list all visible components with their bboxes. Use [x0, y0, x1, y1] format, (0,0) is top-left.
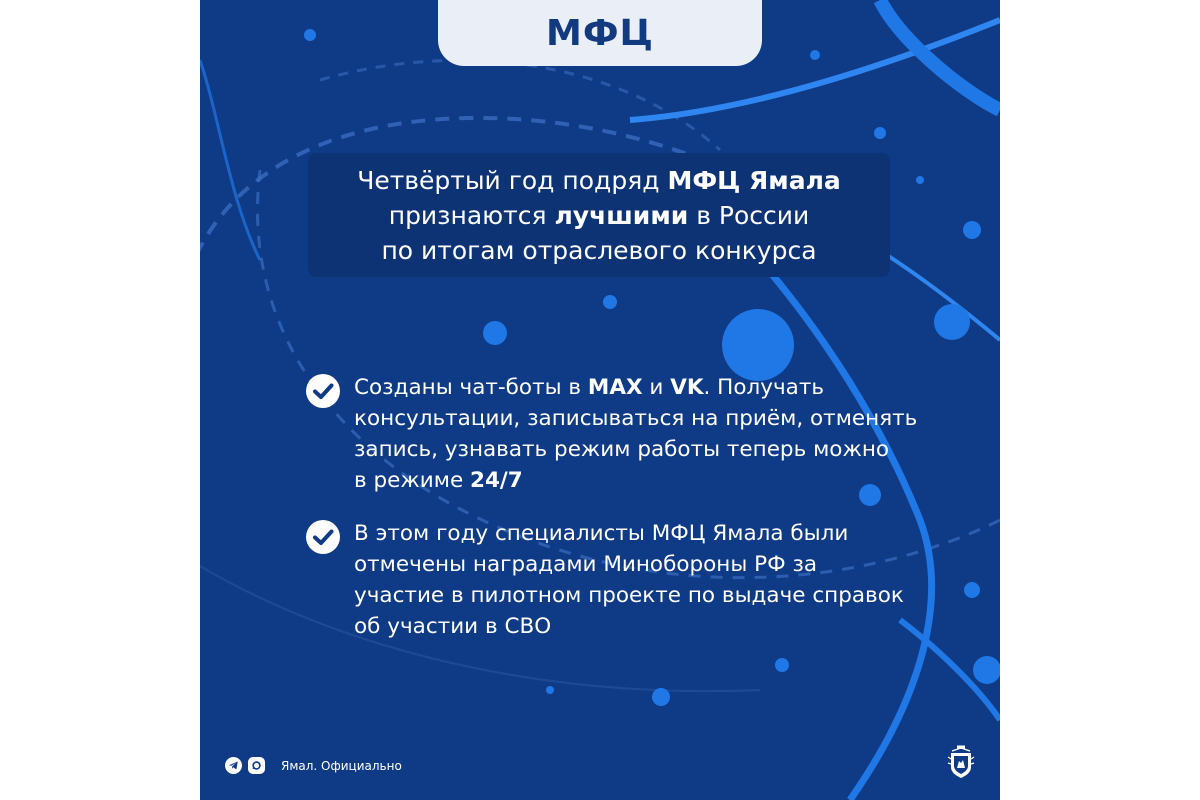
item-line: запись, узнавать режим работы теперь можно — [354, 437, 890, 462]
item-line: отмечены наградами Минобороны РФ за — [354, 552, 818, 577]
item-text: в режиме — [354, 468, 471, 493]
item-line: консультации, записываться на приём, отменять — [354, 406, 918, 431]
headline-text: признаются — [388, 201, 555, 230]
item-line: участие в пилотном проекте по выдаче справок — [354, 583, 904, 608]
check-circle-icon — [306, 520, 340, 554]
post-card — [200, 0, 1000, 800]
item-text: и — [642, 375, 671, 400]
check-circle-icon — [306, 374, 340, 408]
item-text: Созданы чат-боты в — [354, 375, 588, 400]
max-messenger-icon[interactable] — [248, 757, 265, 774]
headline-text: Четвёртый год подряд — [357, 166, 668, 195]
headline-line-1 — [320, 163, 878, 198]
item-text: . Получать — [703, 375, 825, 400]
item-bold: MAX — [587, 375, 643, 400]
footer-label: Ямал. Официально — [281, 758, 402, 773]
headline-box — [308, 153, 890, 277]
item-bold: 24/7 — [470, 468, 523, 493]
headline-line-2 — [320, 198, 878, 233]
footer — [225, 757, 402, 774]
header-tag-label: МФЦ — [546, 12, 654, 54]
list-item-text — [354, 518, 984, 642]
telegram-icon[interactable] — [225, 757, 242, 774]
list-item-text — [354, 372, 984, 496]
headline-line-3: по итогам отраслевого конкурса — [381, 236, 817, 265]
headline-text: в России — [688, 201, 810, 230]
item-line: В этом году специалисты МФЦ Ямала были — [354, 521, 849, 546]
yamal-coat-of-arms-icon — [947, 745, 975, 779]
headline-bold: лучшими — [554, 201, 689, 230]
item-bold: VK — [670, 375, 704, 400]
item-line: об участии в СВО — [354, 614, 552, 639]
header-tag — [438, 0, 762, 66]
headline-bold: МФЦ Ямала — [667, 166, 841, 195]
